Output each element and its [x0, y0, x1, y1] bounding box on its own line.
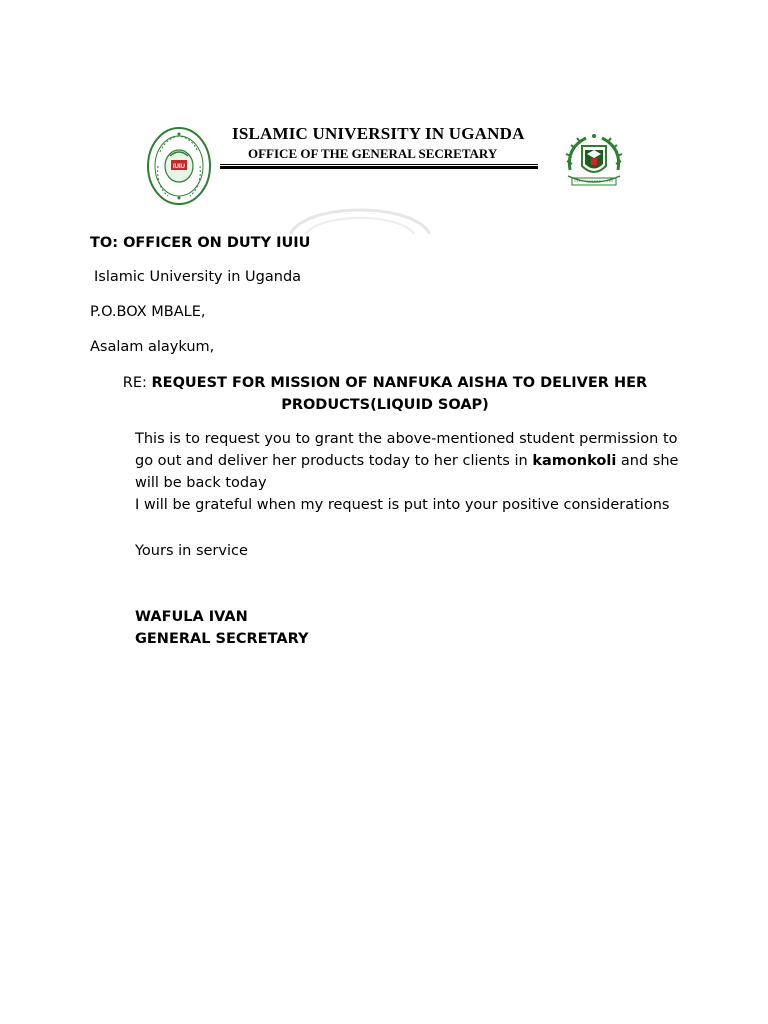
delivery-location: kamonkoli: [532, 453, 617, 469]
subject-line: [90, 372, 680, 416]
letterhead-rule-thick: [220, 166, 538, 169]
salutation: Asalam alaykum,: [90, 339, 215, 355]
letterhead-title: ISLAMIC UNIVERSITY IN UGANDA: [232, 124, 525, 143]
guild-crest-icon: [560, 130, 628, 200]
letter-body: [135, 428, 680, 516]
watermark-arc: [280, 194, 440, 234]
letterhead: [140, 118, 640, 218]
university-seal-icon: [146, 126, 212, 206]
body-text: This is to request you to grant the above-mentioned student permission to go out and deliver her products today to her clients in: [135, 431, 678, 469]
letterhead-rule: [220, 164, 538, 165]
closing: Yours in service: [135, 543, 248, 559]
to-line: TO: OFFICER ON DUTY IUIU: [90, 235, 311, 251]
recipient-institution: Islamic University in Uganda: [94, 269, 302, 285]
signatory-title: GENERAL SECRETARY: [135, 631, 309, 647]
body-text-end: and she will be back today: [135, 453, 679, 491]
recipient-address: P.O.BOX MBALE,: [90, 304, 206, 320]
body-paragraph-1: [135, 428, 680, 494]
subject-text: REQUEST FOR MISSION OF NANFUKA AISHA TO DELIVER HER PRODUCTS(LIQUID SOAP): [151, 375, 648, 413]
signatory-name: WAFULA IVAN: [135, 609, 248, 625]
body-paragraph-2: I will be grateful when my request is put into your positive considerations: [135, 497, 670, 513]
svg-text:IUIU: IUIU: [173, 164, 185, 170]
subject-prefix: RE:: [122, 375, 152, 391]
letterhead-subtitle: OFFICE OF THE GENERAL SECRETARY: [248, 146, 498, 161]
